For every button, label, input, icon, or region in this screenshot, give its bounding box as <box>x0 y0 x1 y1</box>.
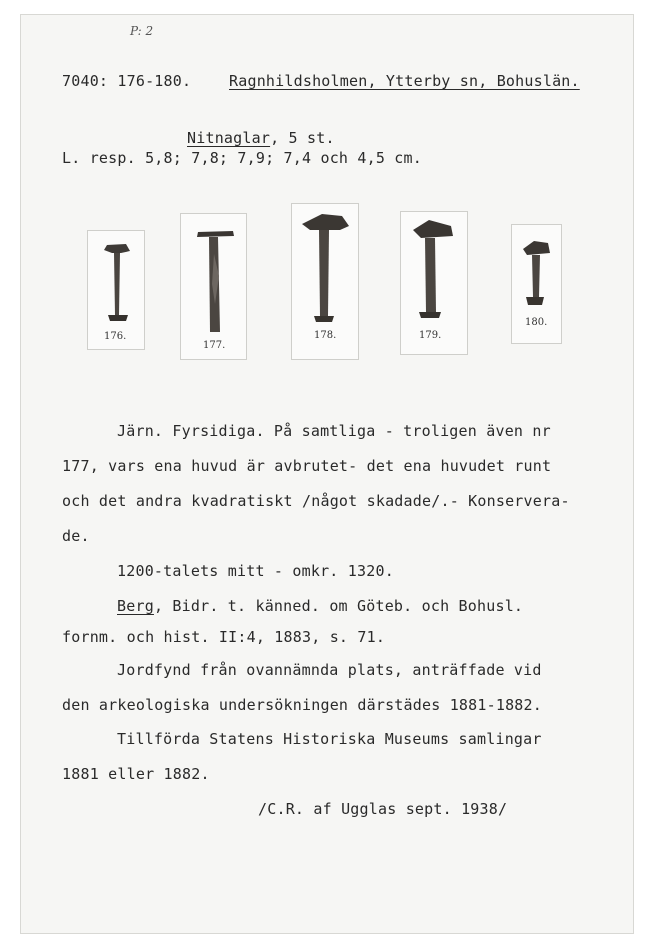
dimensions: L. resp. 5,8; 7,8; 7,9; 7,4 och 4,5 cm. <box>62 149 422 167</box>
acquisition-line-1: Tillförda Statens Historiska Museums samlingar <box>117 730 542 748</box>
find-context-line-1: Jordfynd från ovannämnda plats, anträffade vid <box>117 661 542 679</box>
find-context-line-2: den arkeologiska undersökningen därstädes 1881-1882. <box>62 696 542 714</box>
description-line-1: Järn. Fyrsidiga. På samtliga - troligen även nr <box>117 422 551 440</box>
object-name: Nitnaglar <box>187 129 271 147</box>
reference-author: Berg <box>117 597 154 615</box>
description-line-4: de. <box>62 527 90 545</box>
description-line-3: och det andra kvadratiskt /något skadade/.- Konservera- <box>62 492 570 510</box>
signature: /C.R. af Ugglas sept. 1938/ <box>258 800 508 818</box>
catalog-number: 7040: 176-180. <box>62 72 192 90</box>
photo-rivet-177 <box>180 213 247 360</box>
object-title-line <box>187 129 335 147</box>
acquisition-line-2: 1881 eller 1882. <box>62 765 210 783</box>
dating: 1200-talets mitt - omkr. 1320. <box>117 562 394 580</box>
reference-line-2: fornm. och hist. II:4, 1883, s. 71. <box>62 628 386 646</box>
corner-mark: P: 2 <box>130 24 154 38</box>
rivet-177-image <box>181 214 246 359</box>
reference-title: , Bidr. t. känned. om Göteb. och Bohusl. <box>153 597 524 615</box>
photo-label-178: 178. <box>314 330 337 341</box>
photo-label-177: 177. <box>203 340 226 351</box>
photo-label-180: 180. <box>525 317 548 328</box>
description-line-2: 177, vars ena huvud är avbrutet- det ena huvudet runt <box>62 457 552 475</box>
photo-rivet-179 <box>400 211 468 355</box>
photo-rivet-178 <box>291 203 359 360</box>
object-count: , 5 st. <box>270 129 335 147</box>
reference-line-1 <box>117 597 523 615</box>
photo-label-179: 179. <box>419 330 442 341</box>
photo-rivet-180 <box>511 224 562 344</box>
photo-rivet-176 <box>87 230 145 350</box>
find-location: Ragnhildsholmen, Ytterby sn, Bohuslän. <box>229 72 580 90</box>
photo-label-176: 176. <box>104 331 127 342</box>
